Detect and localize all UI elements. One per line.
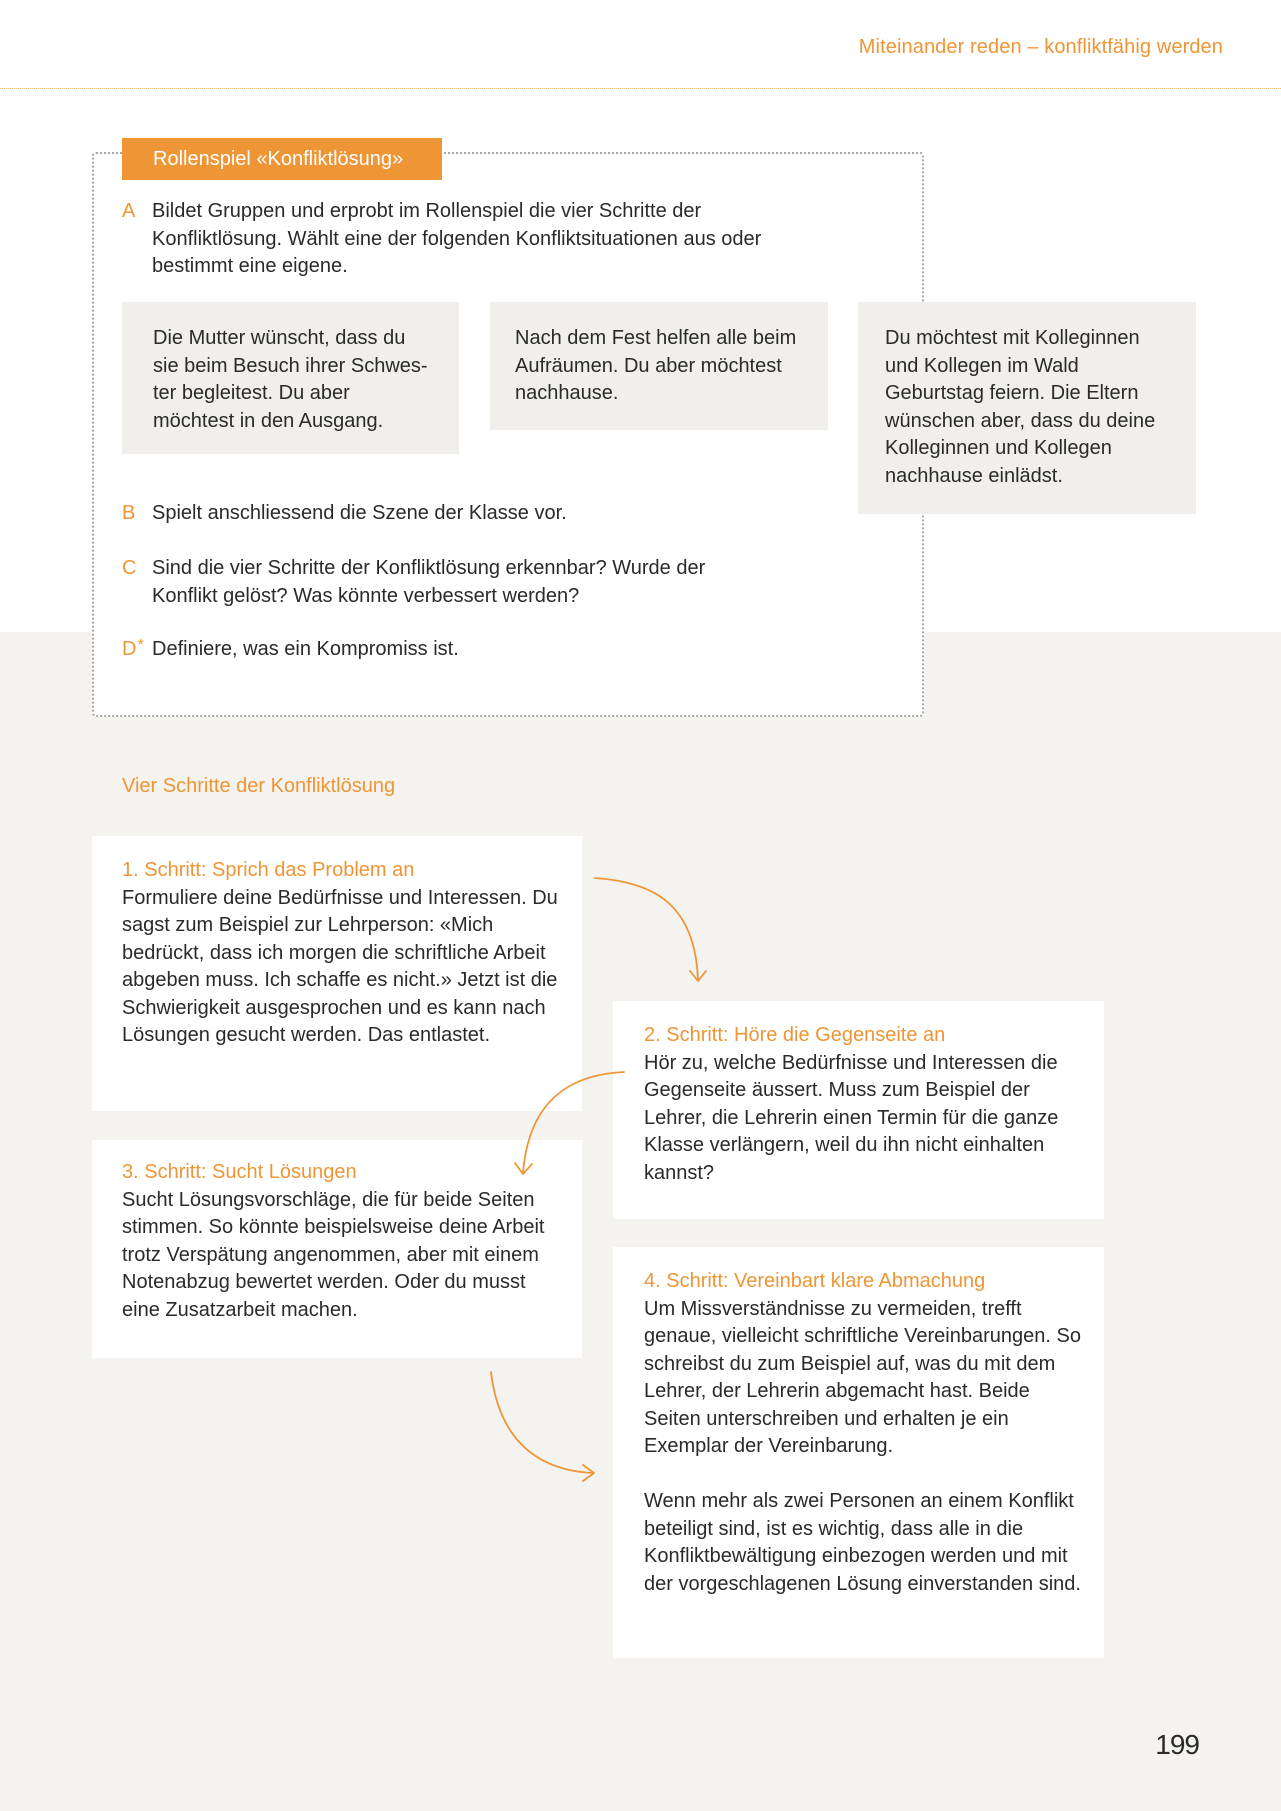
- page-number: 199: [1155, 1729, 1199, 1760]
- task-tag: Rollenspiel «Konfliktlösung»: [122, 138, 442, 180]
- task-text-a: Bildet Gruppen und erprobt im Rollenspiel die vier Schritte der Konfliktlösung. Wählt eine der folgenden Konfliktsituationen aus oder bestimmt eine eigene.: [152, 200, 762, 277]
- step-title-2: 2. Schritt: Höre die Gegenseite an: [644, 1024, 946, 1046]
- situation-card-2: [490, 302, 828, 430]
- task-item-d: [122, 636, 822, 664]
- task-item-c: [122, 555, 762, 610]
- running-title: Miteinander reden – konfliktfähig werden: [858, 36, 1223, 58]
- step-title-1: 1. Schritt: Sprich das Problem an: [122, 859, 415, 881]
- task-text-b: Spielt anschliessend die Szene der Klasse vor.: [152, 502, 567, 524]
- task-item-a: [122, 198, 822, 281]
- task-letter-c: C: [122, 557, 137, 579]
- situation-text-1: Die Mutter wünscht, dass du sie beim Besuch ihrer Schwes-ter begleitest. Du aber möchtest in den Ausgang.: [153, 327, 428, 432]
- step-text-3: Sucht Lösungsvorschläge, die für beide Seiten stimmen. So könnte beispielsweise deine Arbeit trotz Verspätung angenommen, aber mit einem Notenabzug bewertet werden. Oder du musst eine Zusatzarbeit machen.: [122, 1188, 545, 1321]
- optional-marker: *: [137, 637, 144, 654]
- step-title-3: 3. Schritt: Sucht Lösungen: [122, 1161, 357, 1183]
- section-title: Vier Schritte der Konfliktlösung: [122, 775, 396, 797]
- task-text-c: Sind die vier Schritte der Konfliktlösung erkennbar? Wurde der Konflikt gelöst? Was könnte verbessert werden?: [152, 557, 706, 607]
- step-text-4a: Um Missverständnisse zu vermeiden, trefft genaue, vielleicht schriftliche Vereinbarungen. So schreibst du zum Beispiel auf, was du mit dem Lehrer, der Lehrerin abgemacht hast. Beide Seiten unterschreiben und erhalten je ein Exemplar der Vereinbarung.: [644, 1297, 1081, 1457]
- step-card-1: [92, 836, 582, 1111]
- task-letter-b: B: [122, 502, 136, 524]
- step-card-3: [92, 1140, 582, 1358]
- step-text-2: Hör zu, welche Bedürfnisse und Interessen die Gegenseite äussert. Muss zum Beispiel der Lehrer, die Lehrerin einen Termin für die ganze Klasse verlängern, weil du ihn nicht einhalten kannst?: [644, 1051, 1059, 1184]
- task-letter-d: [122, 636, 144, 664]
- header-divider: [0, 88, 1281, 89]
- task-letter-a: A: [122, 200, 136, 222]
- step-text-1: Formuliere deine Bedürfnisse und Interessen. Du sagst zum Beispiel zur Lehrperson: «Mich bedrückt, dass ich morgen die schriftliche Arbeit abgeben muss. Ich schaffe es nicht.» Jetzt ist die Schwierigkeit ausgesprochen und es kann nach Lösungen gesucht werden. Das entlastet.: [122, 886, 558, 1046]
- situation-text-3: Du möchtest mit Kolleginnen und Kollegen im Wald Geburtstag feiern. Die Eltern wünschen aber, dass du deine Kolleginnen und Kollegen nachhause einlädst.: [885, 327, 1156, 487]
- step-card-4: [613, 1247, 1104, 1658]
- situation-card-1: [122, 302, 459, 454]
- step-text-4b: Wenn mehr als zwei Personen an einem Konflikt beteiligt sind, ist es wichtig, dass alle in die Konfliktbewältigung einbezogen werden und mit der vorgeschlagenen Lösung einverstanden sind.: [644, 1490, 1081, 1595]
- task-letter-d-text: D: [122, 638, 137, 660]
- situation-card-3: [858, 302, 1196, 514]
- task-item-b: [122, 500, 822, 528]
- step-title-4: 4. Schritt: Vereinbart klare Abmachung: [644, 1270, 986, 1292]
- situation-text-2: Nach dem Fest helfen alle beim Aufräumen. Du aber möchtest nachhause.: [515, 327, 797, 404]
- step-card-2: [613, 1001, 1104, 1219]
- task-text-d: Definiere, was ein Kompromiss ist.: [152, 638, 459, 660]
